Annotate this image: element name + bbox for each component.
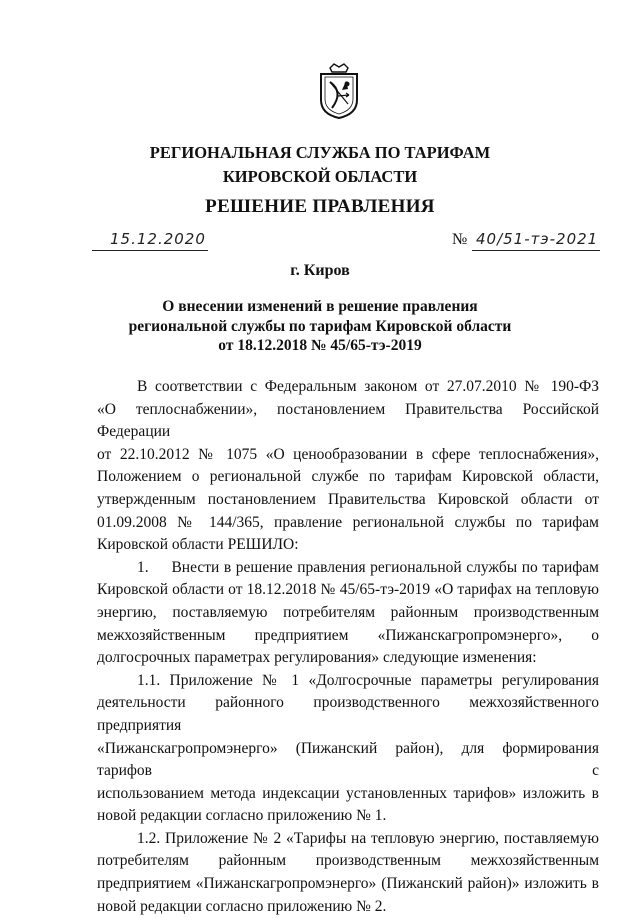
coat-of-arms-icon [318, 62, 360, 120]
paragraph-line: новой редакции согласно приложению № 2. [97, 897, 387, 915]
item-1-1-paragraph [97, 670, 599, 828]
document-body [97, 376, 599, 918]
paragraph-line: «О теплоснабжении», постановлением Правительства Российской Федерации [97, 400, 599, 441]
preamble-paragraph [97, 376, 599, 557]
decision-subject [0, 297, 640, 356]
paragraph-line: долгосрочных параметрах регулирования» следующие изменения: [97, 649, 537, 667]
paragraph-line: от 22.10.2012 № 1075 «О ценообразовании в сфере теплоснабжения», [97, 445, 599, 463]
number-handwritten: 40/51-тэ-2021 [476, 230, 599, 248]
paragraph-line: межхозяйственным предприятием «Пижанскагропромэнерго», о [97, 626, 599, 644]
subject-line-2: региональной службы по тарифам Кировской области [128, 317, 512, 335]
organization-line-2: КИРОВСКОЙ ОБЛАСТИ [222, 167, 418, 186]
decision-number [452, 230, 600, 250]
subject-line-3: от 18.12.2018 № 45/65-тэ-2019 [218, 337, 422, 354]
paragraph-line: утвержденным постановлением Правительства Кировской области от [97, 490, 599, 508]
paragraph-line: 1.2. Приложение № 2 «Тарифы на тепловую энергию, поставляемую [137, 829, 599, 847]
organization-line-1: РЕГИОНАЛЬНАЯ СЛУЖБА ПО ТАРИФАМ [149, 143, 491, 162]
decision-date [92, 230, 208, 251]
item-1-2-paragraph [97, 828, 599, 918]
paragraph-line: «Пижанскагропромэнерго» (Пижанский район), для формирования тарифов с [97, 739, 599, 780]
paragraph-line: использованием метода индексации установленных тарифов» изложить в [97, 784, 599, 802]
item-1-paragraph [97, 557, 599, 670]
number-underline [472, 230, 600, 251]
paragraph-line: энергию, поставляемую потребителям районным производственным [97, 603, 599, 621]
paragraph-line: В соответствии с Федеральным законом от 27.07.2010 № 190-ФЗ [137, 378, 599, 395]
date-handwritten: 15.12.2020 [110, 230, 206, 248]
decision-title: РЕШЕНИЕ ПРАВЛЕНИЯ [205, 196, 435, 217]
number-sign: № [452, 231, 468, 248]
organization-name [0, 141, 640, 189]
paragraph-line: 01.09.2008 № 144/365, правление региональной службы по тарифам [97, 513, 599, 531]
paragraph-line: Кировской области от 18.12.2018 № 45/65-тэ-2019 «О тарифах на тепловую [97, 581, 599, 599]
subject-line-1: О внесении изменений в решение правления [162, 298, 478, 315]
paragraph-line: Положением о региональной службе по тарифам Кировской области, [97, 468, 599, 486]
paragraph-line: деятельности районного производственного межхозяйственного предприятия [97, 694, 599, 734]
paragraph-line: 1. Внести в решение правления региональной службы по тарифам [137, 558, 599, 576]
paragraph-line: Кировской области РЕШИЛО: [97, 536, 299, 554]
paragraph-line: предприятием «Пижанскагропромэнерго» (Пижанский район)» изложить в [97, 875, 599, 893]
paragraph-line: новой редакции согласно приложению № 1. [97, 807, 387, 825]
paragraph-line: 1.1. Приложение № 1 «Долгосрочные параметры регулирования [137, 671, 599, 689]
city: г. Киров [290, 262, 350, 279]
paragraph-line: потребителям районным производственным межхозяйственным [97, 852, 599, 870]
